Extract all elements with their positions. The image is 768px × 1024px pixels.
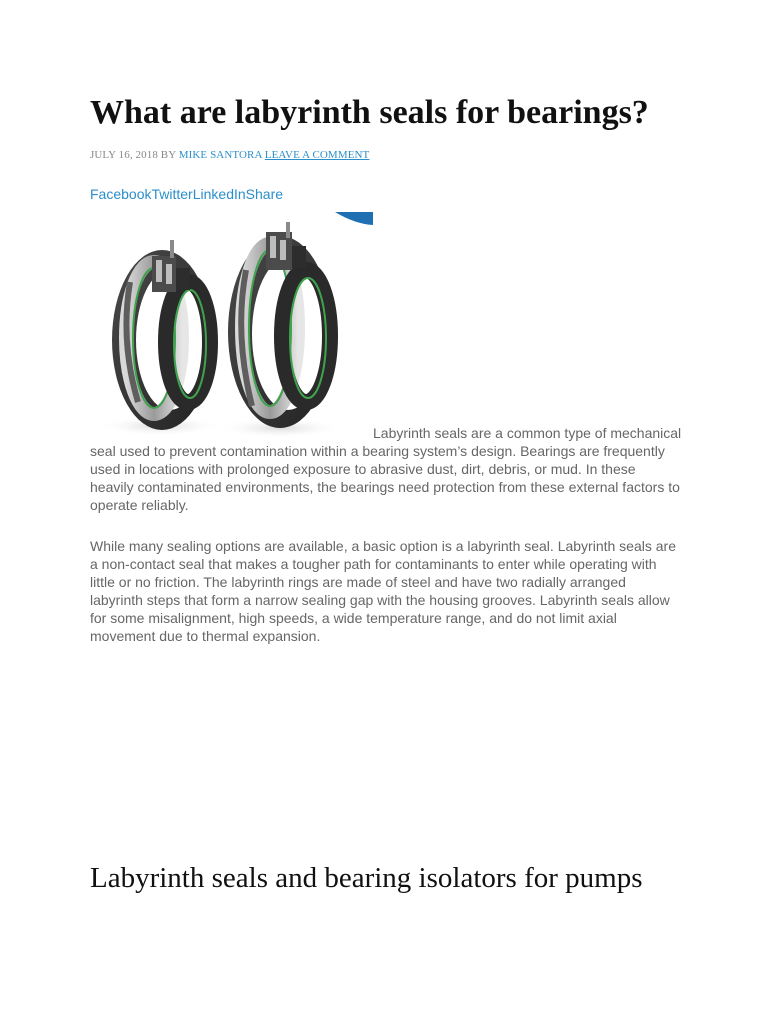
by-label: BY: [160, 149, 176, 161]
twitter-share-link[interactable]: Twitter: [151, 186, 193, 202]
author-link[interactable]: MIKE SANTORA: [178, 149, 262, 161]
seal-right: [228, 222, 332, 428]
body-paragraph: While many sealing options are available, a basic option is a labyrinth seal. Labyrinth seals are a non-contact seal that makes a tougher path for contaminants to enter while operating with little or no friction. The labyrinth rings are made of steel and have two radially arranged labyrinth steps that form a narrow sealing gap with the housing grooves. Labyrinth seals allow for some misalignment, high speeds, a wide temperature range, and do not limit axial movement due to thermal expansion.: [90, 538, 676, 644]
intro-paragraph: Labyrinth seals are a common type of mechanical seal used to prevent contamination within a bearing system’s design. Bearings are frequently used in locations with prolonged exposure to abrasive dust, dirt, debris, or mud. In these heavily contaminated environments, the bearings need protection from these external factors to operate reliably.: [90, 425, 682, 513]
leave-comment-link[interactable]: LEAVE A COMMENT: [264, 149, 370, 161]
post-date: JULY 16, 2018: [90, 149, 158, 161]
article-meta: [90, 148, 369, 162]
article-title: What are labyrinth seals for bearings?: [90, 94, 649, 131]
linkedin-share-link[interactable]: LinkedIn: [192, 186, 246, 202]
labyrinth-seals-image: [90, 212, 373, 440]
seal-left: [112, 240, 212, 430]
share-links: [90, 185, 283, 203]
section-heading: Labyrinth seals and bearing isolators for pumps: [90, 862, 643, 894]
corner-accent: [335, 212, 373, 225]
facebook-share-link[interactable]: Facebook: [90, 186, 152, 202]
labyrinth-seals-illustration: [90, 212, 373, 440]
share-link[interactable]: Share: [245, 186, 284, 202]
